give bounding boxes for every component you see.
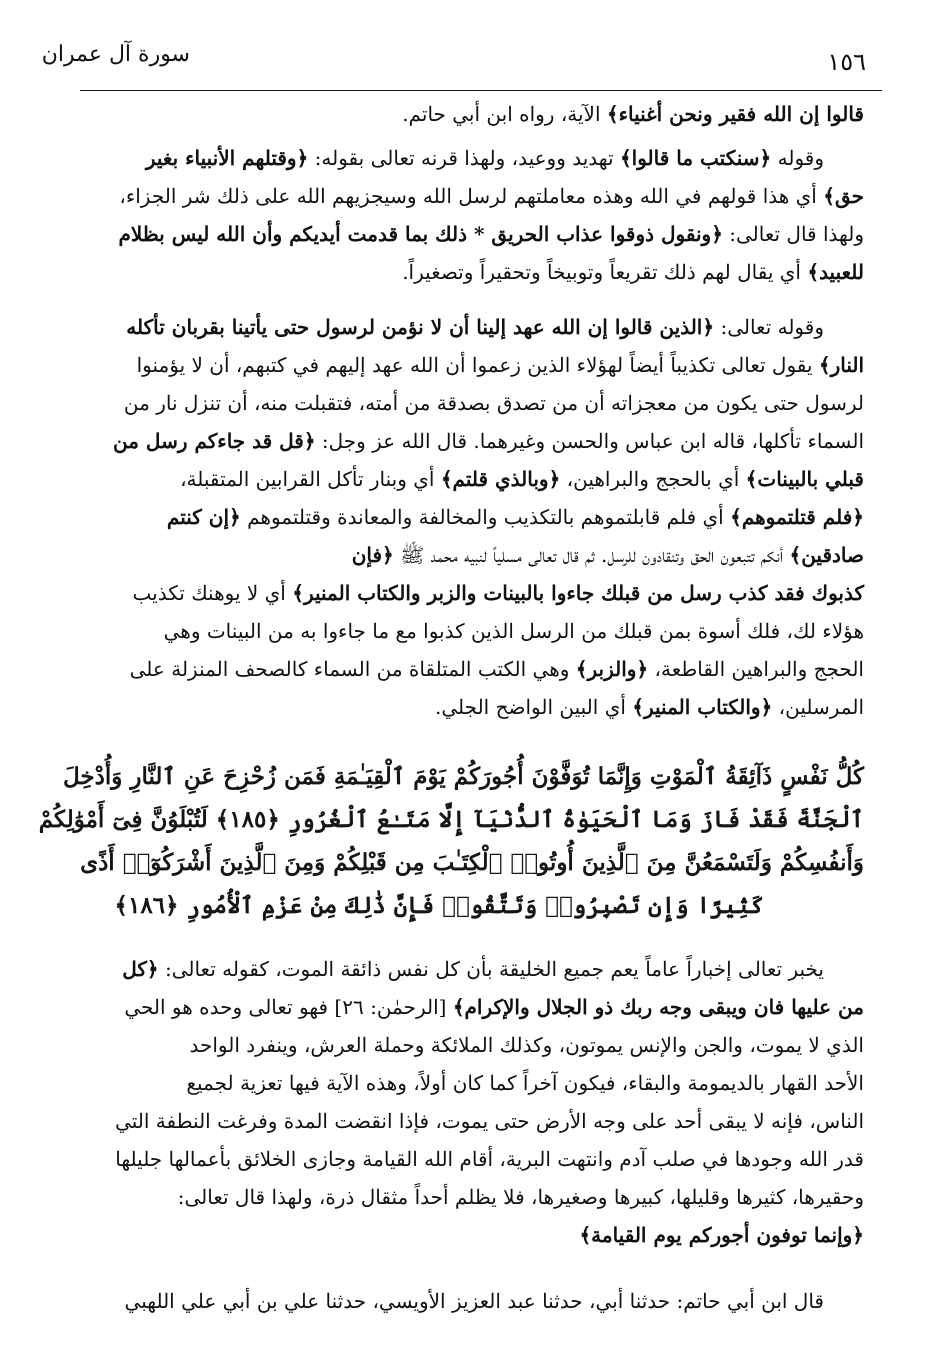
text-run: الناس، فإنه لا يبقى أحد على وجه الأرض حتى يموت، فإذا انقضت المدة وفرغت النطفة التي [115, 1109, 864, 1133]
text-run: [الرحمٰن: ٢٦] فهو تعالى وحده هو الحي [124, 995, 453, 1019]
quran-quote: ﴿إن كنتم [166, 505, 241, 529]
quran-quote: كذبوك فقد كذب رسل من قبلك جاءوا بالبينات والزبر والكتاب المنير﴾ [292, 581, 864, 605]
quran-quote: ﴿والكتاب المنير﴾ [632, 695, 773, 719]
text-run: أي البين الواضح الجلي. [435, 695, 633, 719]
paragraph-line [80, 1107, 864, 1135]
text-run: قال ابن أبي حاتم: حدثنا أبي، حدثنا عبد العزيز الأويسي، حدثنا علي بن أبي علي اللهبي [124, 1289, 824, 1313]
paragraph-line [80, 100, 864, 128]
text-run: الآية، رواه ابن أبي حاتم. [402, 102, 607, 126]
text-run: يقول تعالى تكذيباً أيضاً لهؤلاء الذين زعموا أن الله عهد إليهم في كتبهم، أن لا يؤمنوا [136, 353, 819, 377]
text-run: وهي الكتب المتلقاة من السماء كالصحف المنزلة على [129, 657, 576, 681]
quran-quote: من عليها فان ويبقى وجه ربك ذو الجلال والإكرام﴾ [452, 995, 864, 1019]
paragraph-line [80, 1183, 864, 1211]
quran-quote: ﴿وبالذي قلتم﴾ [440, 467, 561, 491]
paragraph-line [80, 220, 864, 248]
quran-quote: للعبيد﴾ [807, 260, 864, 284]
text-run: الأحد القهار بالديمومة والبقاء، فيكون آخراً كما كان أولاً، وهذه الآية فيها تعزية لجميع [186, 1071, 864, 1095]
text-run: لرسول حتى يكون من معجزاته أن من تصدق بصدقة من أمته، فتقبلت منه، أن تنزل نار من [123, 391, 864, 415]
text-run: أي بالحجج والبراهين، [560, 467, 746, 491]
text-run: أي هذا قولهم في الله وهذه معاملتهم لرسل الله وسيجزيهم الله على ذلك شر الجزاء، [119, 184, 824, 208]
paragraph-line [80, 503, 864, 531]
paragraph-line [80, 313, 864, 341]
paragraph-line [80, 1069, 864, 1097]
paragraph-line [80, 389, 864, 417]
quran-quote: ﴿قل قد جاءكم رسل من [113, 429, 316, 453]
quran-quote: ﴿وإنما توفون أجوركم يوم القيامة﴾ [579, 1223, 864, 1247]
quran-verse-line: ٱلْجَنَّةَ فَقَدْ فَازَ وَمَا ٱلْحَيَوٰةُ ٱلدُّنْيَآ إِلَّا مَتَـٰعُ ٱلْغُرُورِ ﴿١٨٥﴾ لَتُبْلَوُنَّ فِىٓ أَمْوَٰلِكُمْ [38, 806, 864, 833]
text-run: تهديد ووعيد، ولهذا قرنه تعالى بقوله: [308, 146, 620, 170]
quran-quote: ﴿والزبر﴾ [575, 657, 649, 681]
surah-title: سورة آل عمران [41, 42, 190, 67]
page-number: ١٥٦ [827, 48, 866, 76]
paragraph-line [80, 144, 864, 172]
paragraph-line [80, 465, 864, 493]
quran-quote: حق﴾ [823, 184, 864, 208]
text-run: وقوله تعالى: [714, 315, 824, 339]
quran-quote: النار﴾ [818, 353, 864, 377]
text-run: وحقيرها، كثيرها وقليلها، كبيرها وصغيرها، فلا يظلم أحداً مثقال ذرة، ولهذا قال تعالى: [177, 1185, 864, 1209]
text-run: الذي لا يموت، والجن والإنس يموتون، وكذلك الملائكة وحملة العرش، وينفرد الواحد [189, 1033, 864, 1057]
quran-quote: ﴿سنكتب ما قالوا﴾ [619, 146, 772, 170]
text-run: هؤلاء لك، فلك أسوة بمن قبلك من الرسل الذين كذبوا مع ما جاءوا به من البينات وهي [163, 619, 864, 643]
quran-quote: قالوا إن الله فقير ونحن أغنياء﴾ [606, 102, 864, 126]
quran-quote: ﴿فلم قتلتموهم﴾ [730, 505, 864, 529]
text-run: ولهذا قال تعالى: [722, 222, 864, 246]
paragraph-line [80, 1221, 864, 1249]
text-run: أي يقال لهم ذلك تقريعاً وتوبيخاً وتحقيراً وتصغيراً. [402, 260, 808, 284]
paragraph-line [80, 579, 864, 607]
header-divider [80, 90, 882, 91]
quran-quote: ﴿وقتلهم الأنبياء بغير [145, 146, 309, 170]
text-run: الحجج والبراهين القاطعة، [648, 657, 864, 681]
paragraph-line [80, 993, 864, 1021]
paragraph-line [80, 617, 864, 645]
text-run: قدر الله وجودها في صلب آدم وانتهت البرية، أقام الله القيامة وجازى الخلائق بأعمالها جليلها [115, 1147, 864, 1171]
text-run: أي وبنار تأكل القرابين المتقبلة، [180, 467, 441, 491]
paragraph-line [80, 541, 864, 569]
text-run: وقوله [771, 146, 824, 170]
text-run: السماء تأكلها، قاله ابن عباس والحسن وغيرهما. قال الله عز وجل: [315, 429, 864, 453]
quran-quote: قبلي بالبينات﴾ [745, 467, 864, 491]
paragraph-line [80, 1145, 864, 1173]
paragraph-line [80, 655, 864, 683]
text-run: يخبر تعالى إخباراً عاماً يعم جميع الخليقة بأن كل نفس ذائقة الموت، كقوله تعالى: [158, 957, 824, 981]
text-run: أي لا يوهنك تكذيب [132, 581, 293, 605]
paragraph-line [80, 693, 864, 721]
quran-quote: ﴿الذين قالوا إن الله عهد إلينا أن لا نؤمن لرسول حتى يأتينا بقربان تأكله [126, 315, 715, 339]
quran-quote: ﴿كل [122, 957, 159, 981]
quran-quote: ﴿ونقول ذوقوا عذاب الحريق * ذلك بما قدمت أيديكم وأن الله ليس بظلام [118, 222, 723, 246]
quran-verse-line: كَثِيرًا وَإِن تَصْبِرُوا۟ وَتَتَّقُوا۟ فَإِنَّ ذَٰلِكَ مِنْ عَزْمِ ٱلْأُمُورِ ﴿١٨٦﴾ [114, 892, 764, 919]
text-run: أي فلم قابلتموهم بالتكذيب والمخالفة والمعاندة وقتلتموهم [240, 505, 731, 529]
quran-verse-line: كُلُّ نَفْسٍ ذَآئِقَةُ ٱلْمَوْتِ وَإِنَّمَا تُوَفَّوْنَ أُجُورَكُمْ يَوْمَ ٱلْقِيَـٰمَةِ فَمَن زُحْزِحَ عَنِ ٱلنَّارِ وَأُدْخِلَ [62, 763, 864, 790]
text-run: أنكم تتبعون الحق وتنقادون للرسل. ثم قال تعالى مسلياً لنبيه محمد ﷺ [393, 543, 790, 567]
paragraph-line [80, 427, 864, 455]
paragraph-line [80, 351, 864, 379]
paragraph-line [80, 1287, 864, 1315]
paragraph-line [80, 955, 864, 983]
quran-verse-line: وَأَنفُسِكُمْ وَلَتَسْمَعُنَّ مِنَ ٱلَّذِينَ أُوتُوا۟ ٱلْكِتَـٰبَ مِن قَبْلِكُمْ وَمِنَ ٱلَّذِينَ أَشْرَكُوٓا۟ أَذًى [80, 849, 864, 876]
paragraph-line [80, 258, 864, 286]
quran-quote: صادقين﴾ [789, 543, 864, 567]
quran-quote: ﴿فإن [351, 543, 394, 567]
paragraph-line [80, 1031, 864, 1059]
paragraph-line [80, 182, 864, 210]
text-run: المرسلين، [772, 695, 864, 719]
